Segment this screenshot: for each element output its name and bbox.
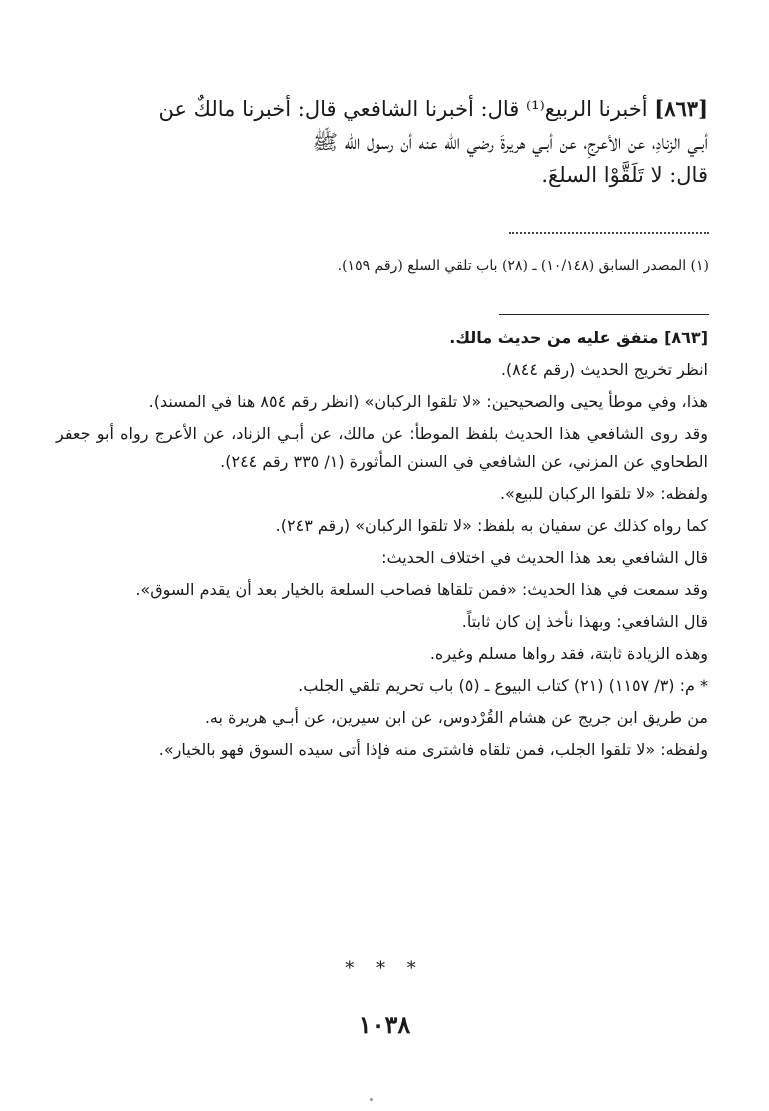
commentary-paragraph: قال الشافعي: وبهذا نأخذ إن كان ثابتاً. [461,612,708,631]
hadith-line-3: قال: لا تَلَقَّوْا السلعَ. [541,163,708,187]
hadith-text [56,92,708,192]
footnote-text: (١) المصدر السابق (١٠/١٤٨) ـ (٢٨) باب تلقي السلع (رقم ١٥٩). [337,258,709,274]
commentary-paragraph: انظر تخريج الحديث (رقم ٨٤٤). [500,360,708,379]
hadith-line-2: أبـي الزنادِ، عن الأعرجِ، عن أبـي هريرةَ رضي الله عنه أن رسول الله ﷺ [312,130,708,154]
scan-speck [370,1098,373,1101]
commentary-paragraph: ولفظه: «لا تلقوا الركبان للبيع». [499,484,708,503]
commentary-paragraph: كما رواه كذلك عن سفيان به بلفظ: «لا تلقوا الركبان» (رقم ٢٤٣). [275,516,708,535]
commentary-paragraph: وهذه الزيادة ثابتة، فقد رواها مسلم وغيره. [429,644,708,663]
section-end-stars: * * * [345,958,424,979]
commentary-paragraph: وقد روى الشافعي هذا الحديث بلفظ الموطأ: عن مالك، عن أبـي الزناد، عن الأعرج رواه أبو جعفر الطحاوي عن المزني، عن الشافعي في السنن المأثورة (١/ ٣٣٥ رقم ٢٤٤). [56,424,708,471]
commentary-separator [499,314,709,315]
hadith-line-1-text: أخبرنا الربيع⁽¹⁾ قال: أخبرنا الشافعي قال: أخبرنا مالكٌ عن [158,97,648,121]
page-number: ١٠٣٨ [358,1010,411,1039]
footnote-separator [509,232,709,234]
commentary-paragraph: وقد سمعت في هذا الحديث: «فمن تلقاها فصاحب السلعة بالخيار بعد أن يقدم السوق». [135,580,708,599]
commentary-block [56,324,708,768]
hadith-line-1 [56,92,708,126]
commentary-paragraph: [٨٦٣] متفق عليه من حديث مالك. [449,328,708,347]
commentary-paragraph: * م: (٣/ ١١٥٧) (٢١) كتاب البيوع ـ (٥) باب تحريم تلقي الجلب. [298,676,708,695]
commentary-paragraph: قال الشافعي بعد هذا الحديث في اختلاف الحديث: [381,548,708,567]
commentary-paragraph: هذا، وفي موطأ يحيى والصحيحين: «لا تلقوا الركبان» (انظر رقم ٨٥٤ هنا في المسند). [148,392,708,411]
commentary-paragraph: من طريق ابن جريج عن هشام القُرْدوس، عن ابن سيرين، عن أبـي هريرة به. [204,708,708,727]
commentary-paragraph: ولفظه: «لا تلقوا الجلب، فمن تلقاه فاشترى منه فإذا أتى سيده السوق فهو بالخيار». [158,740,708,759]
hadith-number: [٨٦٣] [654,96,708,121]
